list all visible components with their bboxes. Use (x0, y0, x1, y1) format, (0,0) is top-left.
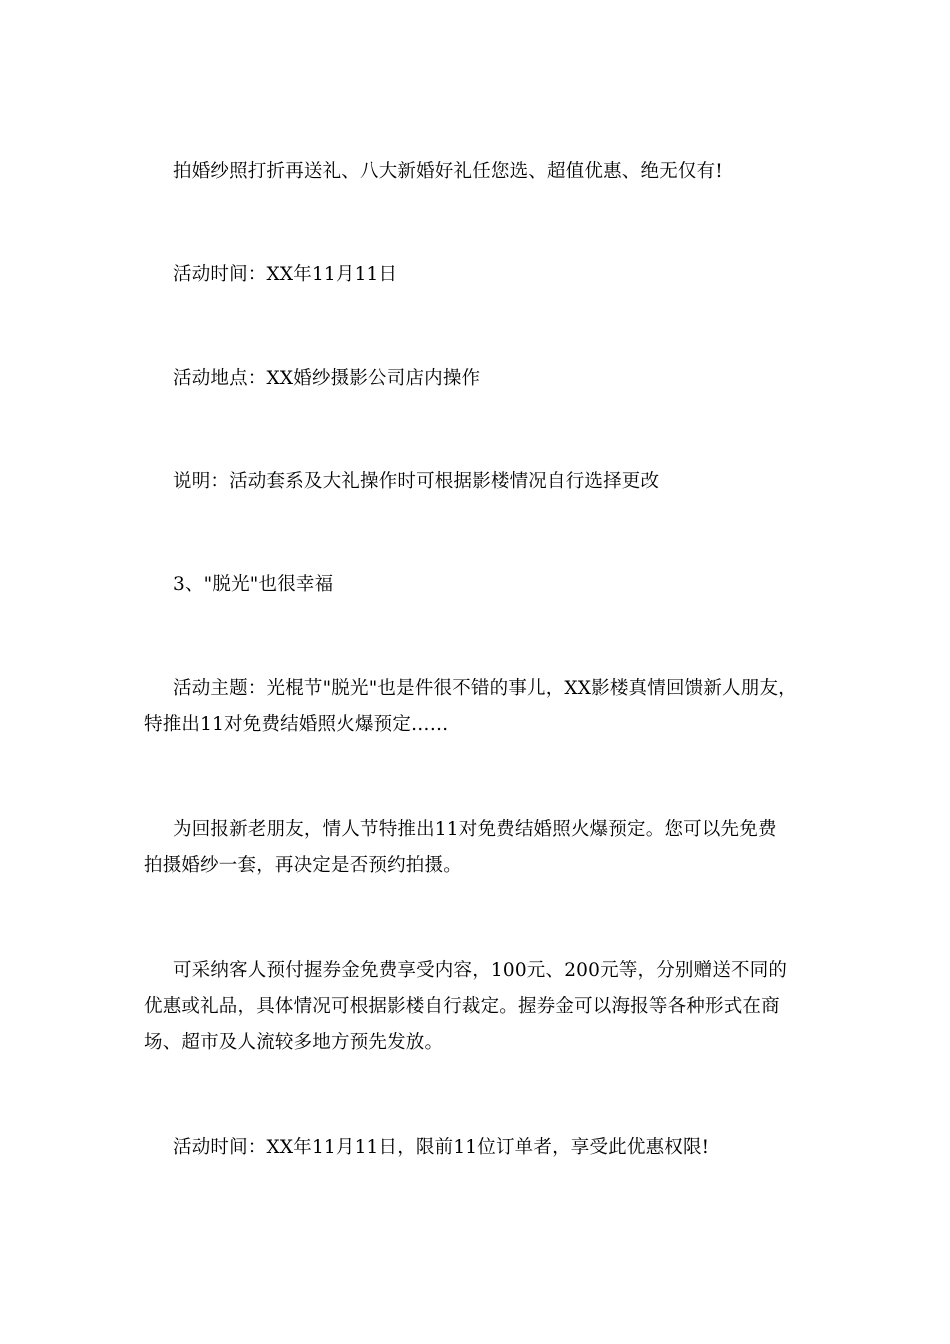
text-line: 拍婚纱照打折再送礼、八大新婚好礼任您选、超值优惠、绝无仅有! (173, 161, 723, 182)
paragraph-event-location (144, 361, 804, 397)
text-line: 优惠或礼品，具体情况可根据影楼自行裁定。握券金可以海报等各种形式在商 (144, 996, 780, 1017)
text-line: 为回报新老朋友，情人节特推出11对免费结婚照火爆预定。您可以先免费 (173, 819, 777, 840)
paragraph-event-theme (144, 671, 804, 743)
paragraph-voucher-details (144, 953, 804, 1061)
paragraph-event-time-limit (144, 1130, 804, 1166)
text-line: 可采纳客人预付握券金免费享受内容，100元、200元等，分别赠送不同的 (173, 960, 788, 981)
paragraph-reward-offer (144, 812, 804, 884)
paragraph-event-time (144, 257, 804, 293)
text-line: 说明：活动套系及大礼操作时可根据影楼情况自行选择更改 (173, 471, 660, 492)
text-line: 特推出11对免费结婚照火爆预定…… (144, 714, 449, 735)
text-line: 活动主题：光棍节"脱光"也是件很不错的事儿，XX影楼真情回馈新人朋友， (173, 678, 797, 699)
section-heading (144, 567, 804, 603)
text-line: 拍摄婚纱一套，再决定是否预约拍摄。 (144, 855, 462, 876)
paragraph-promo-slogan (144, 154, 804, 190)
text-line: 场、超市及人流较多地方预先发放。 (144, 1032, 444, 1053)
text-line: 活动时间：XX年11月11日，限前11位订单者，享受此优惠权限! (173, 1137, 710, 1158)
text-line: 活动地点：XX婚纱摄影公司店内操作 (173, 368, 481, 389)
text-line: 活动时间：XX年11月11日 (173, 264, 398, 285)
paragraph-note (144, 464, 804, 500)
text-line: 3、"脱光"也很幸福 (173, 574, 334, 595)
